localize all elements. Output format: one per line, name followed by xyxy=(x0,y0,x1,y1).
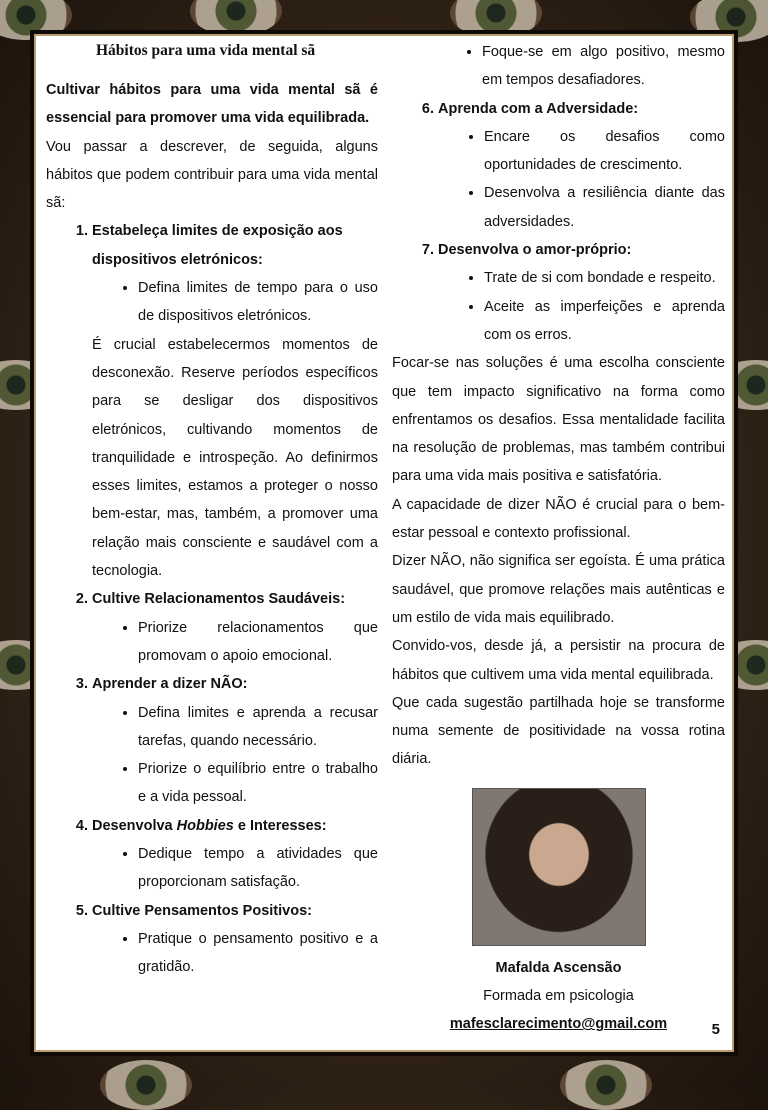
right-column xyxy=(392,38,725,1039)
left-column xyxy=(46,38,378,982)
habit-item-5 xyxy=(92,897,378,982)
habit-item-2 xyxy=(92,585,378,670)
habit-bullet: • Defina limites e aprenda a recusar tarefas, quando necessário. xyxy=(138,699,378,756)
continued-bullets xyxy=(392,38,725,95)
closing-paragraph: A capacidade de dizer NÃO é crucial para o bem-estar pessoal e contexto profissional. xyxy=(392,496,725,542)
habits-list-continued xyxy=(392,95,725,350)
habit-heading: Cultive Relacionamentos Saudáveis: xyxy=(92,591,346,608)
habit-heading: Estabeleça limites de exposição aos dispositivos eletrónicos: xyxy=(92,223,343,268)
habit-bullet: • Foque-se em algo positivo, mesmo em tempos desafiadores. xyxy=(482,38,725,95)
habit-heading: Desenvolva Hobbies e Interesses: xyxy=(92,817,327,834)
closing-paragraph: Dizer NÃO, não significa ser egoísta. É uma prática saudável, que promove relações mais autênticas e um estilo de vida mais equilibrado. xyxy=(392,553,725,626)
closing-paragraph: Focar-se nas soluções é uma escolha consciente que tem impacto significativo na forma como enfrentamos os desafios. Essa mentalidade facilita na resolução de problemas, mas também contribui para uma vida mais positiva e satisfatória. xyxy=(392,355,725,485)
page xyxy=(30,30,738,1056)
page-number: 5 xyxy=(711,1021,720,1038)
habit-bullet: • Dedique tempo a atividades que proporcionam satisfação. xyxy=(138,840,378,897)
habit-item-6 xyxy=(438,95,725,236)
habit-item-4 xyxy=(92,812,378,897)
author-role: Formada em psicologia xyxy=(483,988,634,1005)
habit-bullet: • Desenvolva a resiliência diante das adversidades. xyxy=(484,179,725,236)
habit-bullet: • Pratique o pensamento positivo e a gratidão. xyxy=(138,925,378,982)
habit-bullet: • Encare os desafios como oportunidades de crescimento. xyxy=(484,123,725,180)
habits-list xyxy=(46,217,378,981)
closing-paragraph: Convido-vos, desde já, a persistir na procura de hábitos que cultivem uma vida mental equilibrada. xyxy=(392,638,725,683)
author-name: Mafalda Ascensão xyxy=(495,959,622,976)
closing-paragraph: Que cada sugestão partilhada hoje se transforme numa semente de positividade na vossa rotina diária. xyxy=(392,694,725,768)
habit-bullet: • Defina limites de tempo para o uso de dispositivos eletrónicos. xyxy=(138,274,378,331)
habit-bullet: • Priorize relacionamentos que promovam o apoio emocional. xyxy=(138,614,378,671)
habit-heading: Aprender a dizer NÃO: xyxy=(92,676,248,693)
habit-heading: Desenvolva o amor-próprio: xyxy=(438,242,632,259)
habit-heading: Cultive Pensamentos Positivos: xyxy=(92,902,312,919)
habit-item-1 xyxy=(92,217,378,585)
article-title: Hábitos para uma vida mental sã xyxy=(96,42,316,59)
intro-bold: Cultivar hábitos para uma vida mental sã é essencial para promover uma vida equilibrada. xyxy=(46,82,378,127)
habit-bullet: • Priorize o equilíbrio entre o trabalho e a vida pessoal. xyxy=(138,755,378,812)
habit-item-3 xyxy=(92,670,378,811)
habit-item-7 xyxy=(438,236,725,349)
habit-bullet: • Aceite as imperfeições e aprenda com os erros. xyxy=(484,293,725,350)
habit-heading: Aprenda com a Adversidade: xyxy=(438,100,639,117)
author-photo xyxy=(472,788,646,946)
habit-bullet: • Trate de si com bondade e respeito. xyxy=(484,264,725,292)
intro-text: Vou passar a descrever, de seguida, alguns hábitos que podem contribuir para uma vida mental sã: xyxy=(46,138,378,212)
author-email-link[interactable]: mafesclarecimento@gmail.com xyxy=(449,1016,668,1033)
habit-paragraph: É crucial estabelecermos momentos de desconexão. Reserve períodos específicos para se desligar dos dispositivos eletrónicos, cultivando momentos de tranquilidade e introspeção. Ao definirmos esses limites, estamos a proteger o nosso bem-estar, mas, também, a promover uma relação mais consciente e saudável com a tecnologia. xyxy=(92,336,378,580)
